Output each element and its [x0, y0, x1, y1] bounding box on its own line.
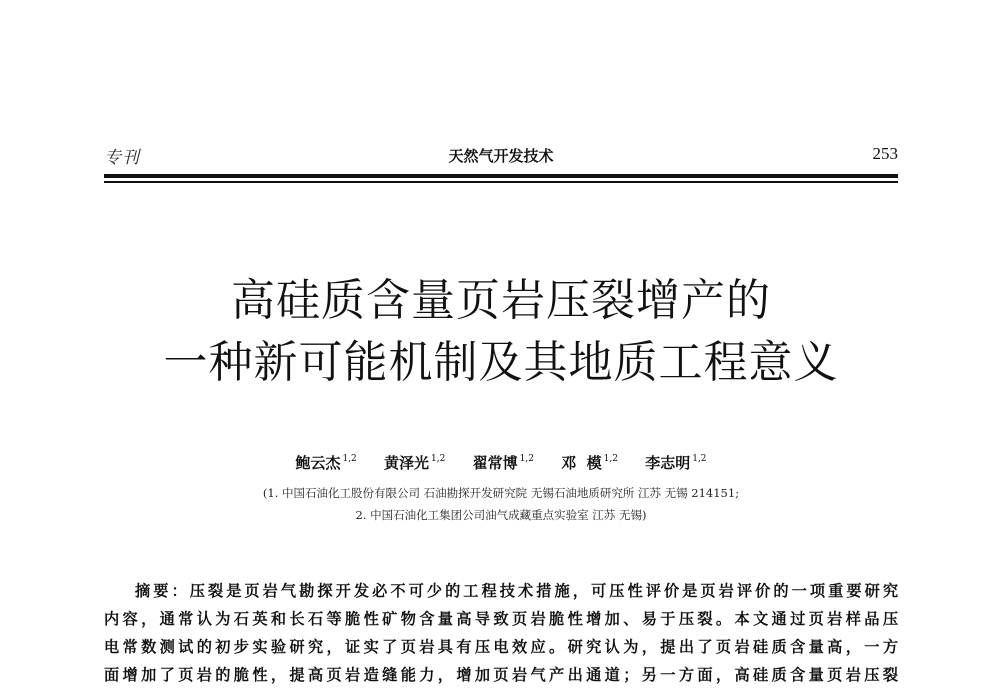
title-line-2: 一种新可能机制及其地质工程意义	[163, 337, 839, 388]
header-rule-thin	[104, 181, 898, 183]
paper-title	[104, 270, 898, 394]
author	[645, 452, 706, 473]
abstract	[104, 577, 898, 689]
page-number: 253	[872, 144, 898, 163]
abstract-line: 面增加了页岩的脆性，提高页岩造缝能力，增加页岩气产出通道；另一方面，高硅质含量页岩压裂	[104, 666, 898, 684]
author-name: 黄泽光	[384, 454, 430, 472]
abstract-line: 内容，通常认为石英和长石等脆性矿物含量高导致页岩脆性增加、易于压裂。本文通过页岩样品压	[104, 610, 898, 628]
author-name: 翟常博	[472, 454, 518, 472]
affiliation-block	[104, 482, 898, 526]
author-affiliation-mark: 1,2	[519, 454, 534, 464]
header-rule-thick	[104, 174, 898, 178]
author	[561, 452, 618, 473]
journal-name: 天然气开发技术	[448, 147, 554, 165]
title-line-1: 高硅质含量页岩压裂增产的	[231, 275, 771, 326]
running-header	[104, 143, 898, 169]
author-name: 鲍云杰	[295, 454, 341, 472]
author-list	[104, 452, 898, 473]
abstract-line: 摘要：压裂是页岩气勘探开发必不可少的工程技术措施，可压性评价是页岩评价的一项重要研究	[135, 582, 898, 600]
author-affiliation-mark: 1,2	[603, 454, 618, 464]
author	[473, 452, 534, 473]
author-affiliation-mark: 1,2	[431, 454, 446, 464]
column-label: 专刊	[104, 148, 140, 168]
author-name: 李志明	[645, 454, 691, 472]
affiliation-line-1: (1. 中国石油化工股份有限公司 石油勘探开发研究院 无锡石油地质研究所 江苏 无锡 214151;	[262, 486, 740, 500]
author	[384, 452, 445, 473]
affiliation-line-2: 2. 中国石油化工集团公司油气成藏重点实验室 江苏 无锡)	[355, 508, 647, 522]
author-affiliation-mark: 1,2	[692, 454, 707, 464]
abstract-line: 电常数测试的初步实验研究，证实了页岩具有压电效应。研究认为，提出了页岩硅质含量高，一方	[104, 638, 898, 656]
author	[295, 452, 356, 473]
author-name: 邓 模	[561, 454, 602, 472]
author-affiliation-mark: 1,2	[342, 454, 357, 464]
